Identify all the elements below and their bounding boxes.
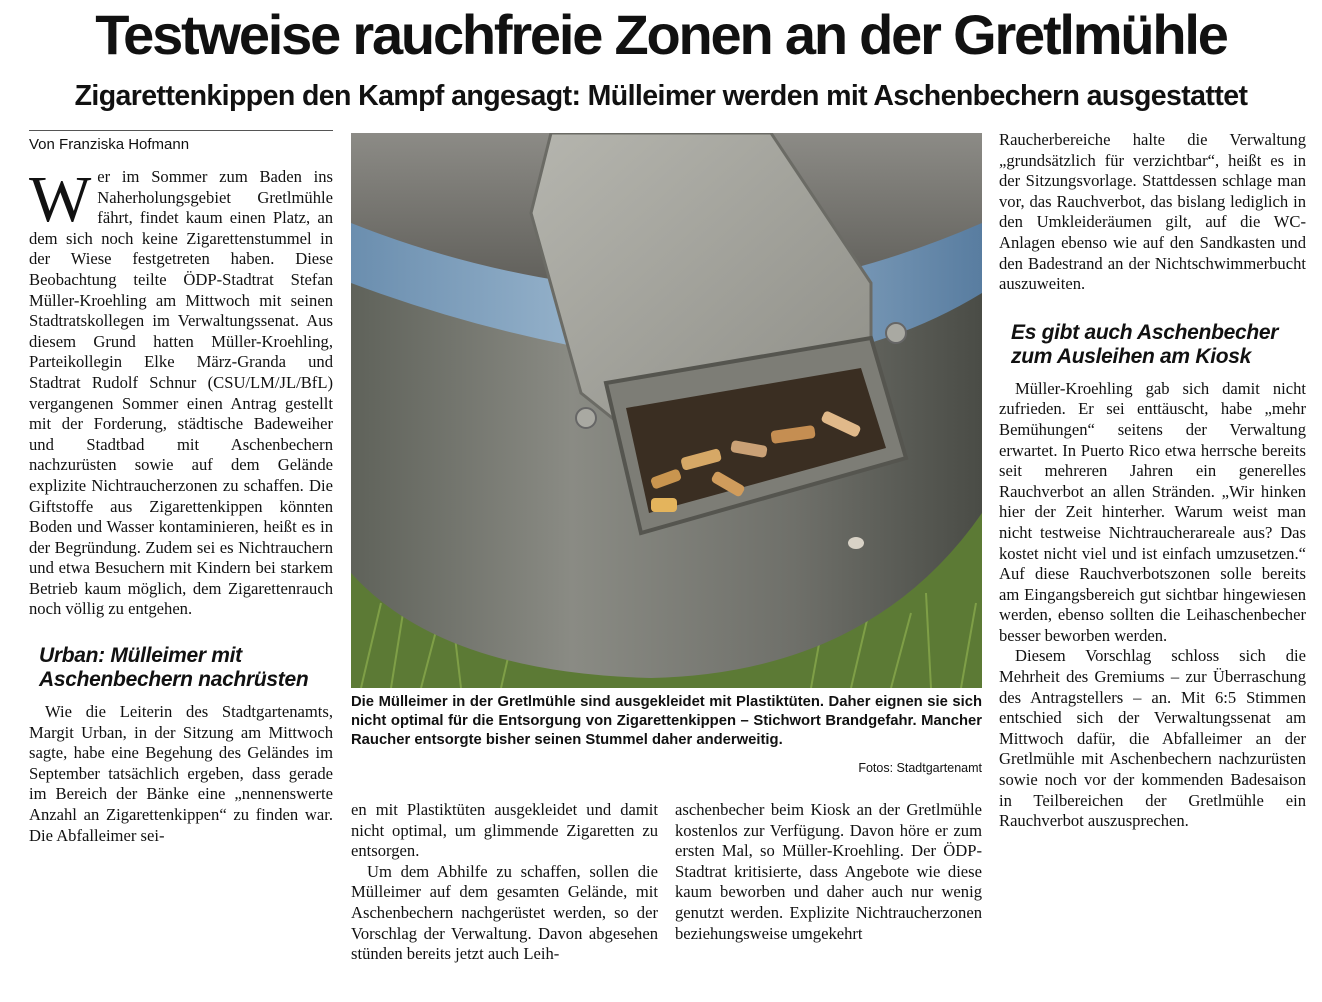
author-divider: [29, 130, 333, 131]
paragraph: en mit Plastiktüten ausgekleidet und damit nicht optimal, um glimmende Zigaretten zu entsorgen.: [351, 800, 658, 861]
paragraph: Müller-Kroehling gab sich damit nicht zufrieden. Er sei enttäuscht, habe „mehr Bemühungen“ seitens der Verwaltung erwartet. In Puerto Rico etwa herrsche bereits seit mehreren Jahren ein generelles Rauchverbot an allen Stränden. „Wir hinken hier der Zeit hinterher. Warum weist man nicht testweise Nichtraucherareale aus? Das kostet nicht viel und ist einfach umzusetzen.“ Auf diese Rauchverbotszonen solle bereits am Eingangsbereich gut sichtbar hingewiesen werden, ebenso sollten die Leihaschenbecher besser beworben werden.: [999, 378, 1306, 645]
subheadline: Zigarettenkippen den Kampf angesagt: Mülleimer werden mit Aschenbechern ausgestattet: [74, 80, 1248, 112]
author-byline: Von Franziska Hofmann: [29, 136, 190, 153]
photo-caption: Die Mülleimer in der Gretlmühle sind ausgekleidet mit Plastiktüten. Daher eignen sie sich nicht optimal für die Entsorgung von Zigarettenkippen – Stichwort Brandgefahr. Mancher Raucher entsorgte bisher seinen Stummel daher anderweitig.: [351, 694, 982, 748]
article-column-2: [351, 800, 658, 965]
paragraph: Diesem Vorschlag schloss sich die Mehrheit des Gremiums – zur Überraschung des Antragstellers – an. Mit 6:5 Stimmen entschied sich der Verwaltungssenat am Mittwoch dafür, die Abfalleimer an der Gretlmühle mit Aschenbechern nachzurüsten sowie noch vor der kommenden Badesaison in Teilbereichen der Gretlmühle ein Rauchverbot auszusprechen.: [999, 646, 1306, 831]
drop-cap: W: [29, 163, 92, 236]
lead-text: er im Sommer zum Baden ins Naherholungsgebiet Gretlmühle fährt, findet kaum einen Platz, an dem sich noch keine Zigarettenstummel in der Wiese festgetreten haben. Diese Beobachtung teilte ÖDP-Stadtrat Stefan Müller-Kroehling am Mittwoch mit seinen Stadtratskollegen im Verwaltungssenat. Aus diesem Grund hatten Müller-Kroehling, Parteikollegin Elke März-Granda und Stadtrat Rudolf Schnur (CSU/LM/JL/BfL) vergangenen Sommer einen Antrag gestellt mit der Forderung, städtische Badeweiher und Stadtbad mit Aschenbechern nachzurüsten sowie auf dem Gelände explizite Nichtraucherzonen zu schaffen. Die Giftstoffe aus Zigarettenkippen könnten Boden und Wasser kontaminieren, heißt es in der Begründung. Zudem sei es Nichtrauchern und etwa Besuchern mit Kindern bei starkem Betrieb kaum möglich, dem Zigarettenrauch noch völlig zu entgehen.: [29, 167, 333, 619]
headline: Testweise rauchfreie Zonen an der Gretlmühle: [95, 3, 1227, 66]
paragraph: Raucherbereiche halte die Verwaltung „grundsätzlich für verzichtbar“, heißt es in der Sitzungsvorlage. Stattdessen schlage man vor, das Rauchverbot, das bislang lediglich in den Umkleideräumen gilt, auf die WC-Anlagen ebenso wie auf den Sandkasten und den Badestrand an der Nichtschwimmerbucht auszuweiten.: [999, 130, 1306, 294]
photo-trash-can-with-ashtray: [351, 133, 982, 688]
subhead-urban: Urban: Mülleimer mit Aschenbechern nachrüsten: [39, 644, 309, 692]
article-column-1: [29, 130, 333, 846]
photo-credit: Fotos: Stadtgartenamt: [858, 761, 982, 775]
article-column-3: [675, 800, 982, 944]
paragraph: Um dem Abhilfe zu schaffen, sollen die Mülleimer auf dem gesamten Gelände, mit Aschenbechern nachgerüstet werden, so der Vorschlag der Verwaltung. Davon abgesehen stünden bereits jetzt auch Leih-: [351, 861, 658, 964]
article-column-4: [999, 130, 1306, 832]
paragraph: Wie die Leiterin des Stadtgartenamts, Margit Urban, in der Sitzung am Mittwoch sagte, habe eine Begehung des Geländes im September tatsächlich ergeben, dass gerade im Bereich der Bänke eine „nennenswerte Anzahl an Zigarettenkippen“ zu finden war. Die Abfalleimer sei-: [29, 702, 333, 845]
subhead-kiosk: Es gibt auch Aschenbecher zum Ausleihen am Kiosk: [1011, 320, 1279, 368]
lead-paragraph: [29, 163, 333, 620]
paragraph: aschenbecher beim Kiosk an der Gretlmühle kostenlos zur Verfügung. Davon höre er zum ersten Mal, so Müller-Kroehling. Der ÖDP-Stadtrat kritisierte, dass Angebote wie diese kaum beworben und daher auch nur wenig genutzt werden. Explizite Nichtraucherzonen beziehungsweise umgekehrt: [675, 800, 982, 943]
article-photo: [351, 133, 982, 688]
